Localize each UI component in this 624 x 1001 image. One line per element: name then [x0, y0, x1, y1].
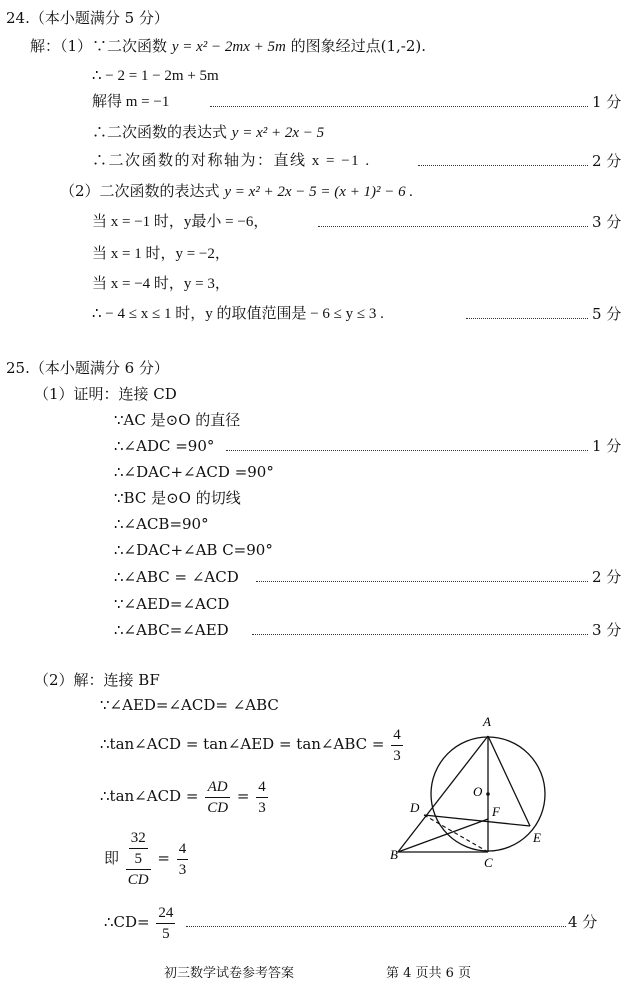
q24-line3-points: 1 分: [592, 93, 622, 111]
q25-step2: ∴∠ADC =90°: [114, 437, 215, 455]
q25-sol-line4: [104, 826, 190, 890]
q24-line6-eq: y = x² + 2x − 5 = (x + 1)² − 6 .: [224, 184, 414, 200]
leader-dots: [226, 450, 588, 451]
q24-header: 24.（本小题满分 5 分）: [6, 9, 169, 27]
q24-line4-prefix: ∴二次函数的表达式: [92, 123, 228, 141]
fraction-denominator: CD: [127, 872, 149, 888]
q25-sol-line2-text: ∴tan∠ACD = tan∠AED = tan∠ABC =: [100, 735, 385, 753]
inner-numerator: 32: [129, 828, 148, 849]
fraction: [256, 777, 268, 818]
footer-title: 初三数学试卷参考答案: [164, 966, 295, 981]
q24-line6-prefix: （2）二次函数的表达式: [60, 182, 220, 200]
q25-part1-title: （1）证明：连接 CD: [34, 385, 177, 403]
q24-line9: 当 x = −4 时，y = 3，: [92, 276, 230, 292]
leader-dots: [252, 634, 588, 635]
label-f: F: [492, 804, 500, 819]
fraction-numerator: 4: [256, 777, 268, 798]
fraction: [205, 777, 230, 818]
q25-step7-points: 2 分: [592, 568, 622, 586]
q24-line8: 当 x = 1 时，y = −2，: [92, 246, 230, 262]
label-b: B: [390, 847, 398, 862]
fraction-denominator: 3: [393, 747, 401, 764]
fraction-denominator: 3: [258, 799, 266, 816]
fraction-numerator: 4: [177, 839, 189, 860]
q24-line4: [92, 122, 324, 143]
fraction-numerator: 24: [156, 903, 175, 924]
q25-sol-line5-prefix: ∴CD=: [104, 913, 150, 931]
q25-sol-line1: ∵∠AED=∠ACD= ∠ABC: [100, 696, 279, 714]
q24-line10: ∴ − 4 ≤ x ≤ 1 时，y 的取值范围是 − 6 ≤ y ≤ 3 .: [92, 306, 384, 322]
q25-sol-line5: [104, 900, 177, 944]
inner-fraction: [129, 828, 148, 869]
q25-step5: ∴∠ACB=90°: [114, 515, 209, 533]
q25-step3: ∴∠DAC+∠ACD =90°: [114, 463, 274, 481]
q25-step4: ∵BC 是⊙O 的切线: [114, 489, 241, 507]
leader-dots: [318, 226, 588, 227]
leader-dots: [210, 106, 588, 107]
q24-line1-eq: y = x² − 2mx + 5m: [171, 39, 286, 55]
label-e: E: [533, 830, 541, 845]
equals-sign: =: [157, 849, 170, 867]
q25-sol-line3-prefix: ∴tan∠ACD =: [100, 787, 199, 805]
fraction-denominator: 3: [178, 861, 187, 878]
fraction-numerator: AD: [205, 777, 230, 798]
q24-line5: ∴二次函数的对称轴为：直线 x = −1 .: [92, 153, 371, 169]
q25-step2-points: 1 分: [592, 437, 622, 455]
q24-line7-points: 3 分: [592, 213, 622, 231]
fraction: [156, 903, 175, 944]
leader-dots: [186, 926, 566, 927]
q25-sol-line3: [100, 774, 270, 818]
q24-line3: 解得 m = −1: [92, 94, 170, 110]
fraction: [177, 839, 189, 880]
q24-line6: [60, 181, 413, 202]
footer-page-number: 第 4 页共 6 页: [386, 966, 472, 981]
q24-line7: 当 x = −1 时，y最小 = −6，: [92, 214, 269, 230]
q25-sol-line4-prefix: 即: [104, 849, 120, 867]
q24-line2: ∴ − 2 = 1 − 2m + 5m: [92, 68, 219, 84]
q25-step8: ∵∠AED=∠ACD: [114, 595, 230, 613]
fraction-numerator: [126, 828, 151, 870]
inner-denominator: 5: [134, 851, 142, 867]
q24-line1: [30, 36, 426, 57]
fraction-denominator: 5: [162, 925, 170, 942]
label-c: C: [484, 855, 493, 870]
q25-sol-points: 4 分: [568, 913, 598, 931]
q25-sol-line2: [100, 722, 405, 766]
leader-dots: [256, 581, 588, 582]
geometry-figure: [380, 708, 560, 880]
q24-line4-eq: y = x² + 2x − 5: [231, 125, 325, 141]
q25-step9-points: 3 分: [592, 621, 622, 639]
q25-step9: ∴∠ABC=∠AED: [114, 621, 229, 639]
label-a: A: [483, 714, 491, 729]
leader-dots: [466, 318, 588, 319]
q24-line5-points: 2 分: [592, 152, 622, 170]
fraction-numerator: 4: [391, 725, 403, 746]
leader-dots: [418, 165, 588, 166]
q25-step6: ∴∠DAC+∠AB C=90°: [114, 541, 273, 559]
compound-fraction: [126, 828, 151, 890]
q25-step1: ∵AC 是⊙O 的直径: [114, 411, 241, 429]
center-point: [486, 792, 490, 796]
label-o: O: [473, 784, 483, 799]
q25-part2-title: （2）解：连接 BF: [34, 671, 160, 689]
q24-line1-suffix: 的图象经过点(1,-2).: [290, 37, 427, 55]
label-d: D: [410, 800, 420, 815]
q25-step7: ∴∠ABC = ∠ACD: [114, 568, 239, 586]
fraction-denominator: CD: [207, 799, 229, 816]
q25-header: 25.（本小题满分 6 分）: [6, 359, 169, 377]
equals-sign: =: [236, 787, 250, 805]
q24-line10-points: 5 分: [592, 305, 622, 323]
q24-line1-prefix: 解：（1）∵二次函数: [30, 37, 168, 55]
